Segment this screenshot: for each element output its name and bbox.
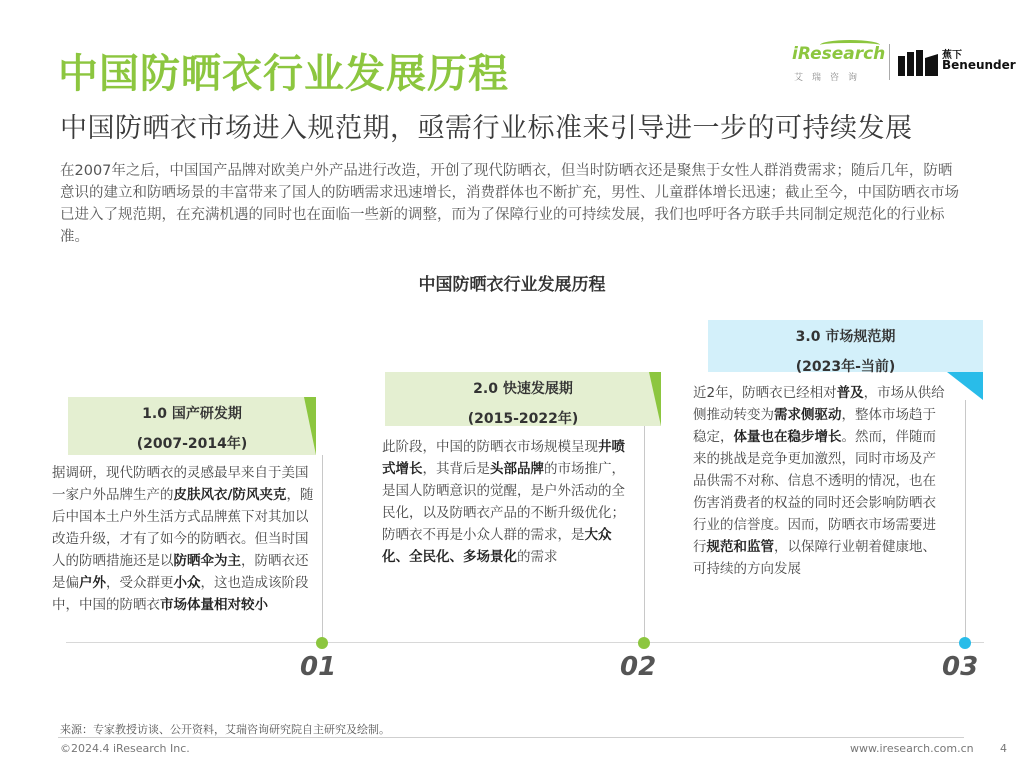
stage-3-description bbox=[693, 382, 945, 580]
highlight-text: 体量也在稳步增长 bbox=[733, 429, 842, 445]
stage-2-number: 02 bbox=[620, 652, 657, 682]
description-text: ，防晒衣还是偏 bbox=[52, 553, 309, 591]
page-subtitle: 中国防晒衣市场进入规范期，亟需行业标准来引导进一步的可持续发展 bbox=[60, 113, 913, 144]
highlight-text: 规范和监管 bbox=[706, 539, 774, 555]
page-number: 4 bbox=[1000, 742, 1007, 755]
beneunder-logo-en: Beneunder bbox=[942, 58, 1016, 72]
description-text: ，受众群更 bbox=[106, 575, 174, 591]
highlight-text: 市场体量相对较小 bbox=[160, 597, 268, 613]
description-text: 的市场推广，是国人防晒意识的觉醒，是户外活动的全民化，以及防晒衣产品的不断升级优化；防晒衣不再是小众人群的需求，是 bbox=[382, 461, 625, 543]
stage-1-header bbox=[68, 397, 316, 455]
footer-divider bbox=[58, 737, 964, 738]
stage-3-name: 3.0 市场规范期 bbox=[795, 329, 896, 345]
source-note: 来源：专家教授访谈、公开资料，艾瑞咨询研究院自主研究及绘制。 bbox=[60, 723, 390, 736]
description-text: 此阶段，中国的防晒衣市场规模呈现 bbox=[382, 439, 598, 455]
logo-divider bbox=[889, 44, 890, 80]
stage-1-period: (2007-2014年) bbox=[136, 436, 248, 452]
stage-2-name: 2.0 快速发展期 bbox=[473, 381, 573, 397]
highlight-text: 皮肤风衣/防风夹克 bbox=[173, 487, 287, 503]
stage-1-dot bbox=[316, 637, 328, 649]
iresearch-logo-text: iResearch bbox=[792, 44, 886, 64]
website-link[interactable]: www.iresearch.com.cn bbox=[850, 742, 974, 755]
description-text: 。然而，伴随而来的挑战是竞争更加激烈，同时市场及产品供需不对称、信息不透明的情况，也在伤害消费者的权益的同时还会影响防晒衣行业的信誉度。因而，防晒衣市场需要进行 bbox=[693, 429, 936, 555]
iresearch-logo-subtext: 艾瑞咨询 bbox=[794, 73, 867, 83]
highlight-text: 井喷式增长 bbox=[382, 439, 625, 477]
description-text: ，整体市场趋于稳定， bbox=[693, 407, 936, 445]
beneunder-logo-icon bbox=[898, 50, 938, 76]
stage-2-header bbox=[385, 372, 661, 426]
stage-1-name: 1.0 国产研发期 bbox=[142, 406, 242, 422]
stage-3-dot bbox=[959, 637, 971, 649]
stage-2-connector bbox=[644, 426, 645, 641]
copyright: ©2024.4 iResearch Inc. bbox=[60, 742, 190, 755]
timeline-title: 中国防晒衣行业发展历程 bbox=[418, 275, 606, 295]
stage-3-period: (2023年-当前) bbox=[795, 359, 896, 375]
stage-3-number: 03 bbox=[942, 652, 979, 682]
iresearch-logo bbox=[790, 40, 886, 84]
stage-2-period: (2015-2022年) bbox=[467, 411, 579, 427]
page-title: 中国防晒衣行业发展历程 bbox=[58, 51, 509, 97]
stage-2-dot bbox=[638, 637, 650, 649]
stage-3-connector bbox=[965, 400, 966, 641]
intro-paragraph: 在2007年之后，中国国产品牌对欧美户外产品进行改造，开创了现代防晒衣，但当时防晒衣还是聚焦于女性人群消费需求；随后几年，防晒意识的建立和防晒场景的丰富带来了国人的防晒需求迅速增长，消费群体也不断扩充，男性、儿童群体增长迅速；截止至今，中国防晒衣市场已进入了规范期，在充满机遇的同时也在面临一些新的调整，而为了保障行业的可持续发展，我们也呼吁各方联手共同制定规范化的行业标准。 bbox=[60, 163, 959, 245]
stage-3-header bbox=[708, 320, 983, 375]
description-text: 近2年，防晒衣已经相对 bbox=[693, 385, 837, 401]
stage-1-description bbox=[52, 462, 318, 616]
highlight-text: 大众化、全民化、多场景化 bbox=[382, 527, 612, 565]
description-text: ，这也造成该阶段中，中国的防晒衣 bbox=[52, 575, 309, 613]
stage-1-connector bbox=[322, 455, 323, 641]
description-text: ，随后中国本土户外生活方式品牌蕉下对其加以改造升级，才有了如今的防晒衣。但当时国人的防晒措施还是以 bbox=[52, 487, 314, 569]
description-text: ，其背后是 bbox=[422, 461, 490, 477]
description-text: ，以保障行业朝着健康地、可持续的方向发展 bbox=[693, 539, 936, 577]
stage-3-flag bbox=[947, 372, 983, 400]
description-text: 的需求 bbox=[517, 549, 558, 565]
highlight-text: 小众 bbox=[173, 575, 201, 591]
highlight-text: 普及 bbox=[836, 385, 864, 401]
beneunder-logo-cn: 蕉下 bbox=[942, 50, 962, 61]
description-text: 据调研，现代防晒衣的灵感最早来自于美国一家户外品牌生产的 bbox=[52, 465, 309, 503]
stage-1-number: 01 bbox=[300, 652, 337, 682]
stage-2-description bbox=[382, 436, 634, 568]
description-text: ，市场从供给侧推动转变为 bbox=[693, 385, 945, 423]
highlight-text: 防晒伞为主 bbox=[173, 553, 241, 569]
highlight-text: 需求侧驱动 bbox=[774, 407, 842, 423]
highlight-text: 头部品牌 bbox=[490, 461, 544, 477]
timeline-axis bbox=[66, 642, 984, 643]
highlight-text: 户外 bbox=[79, 575, 106, 591]
header-logos bbox=[790, 40, 1016, 90]
